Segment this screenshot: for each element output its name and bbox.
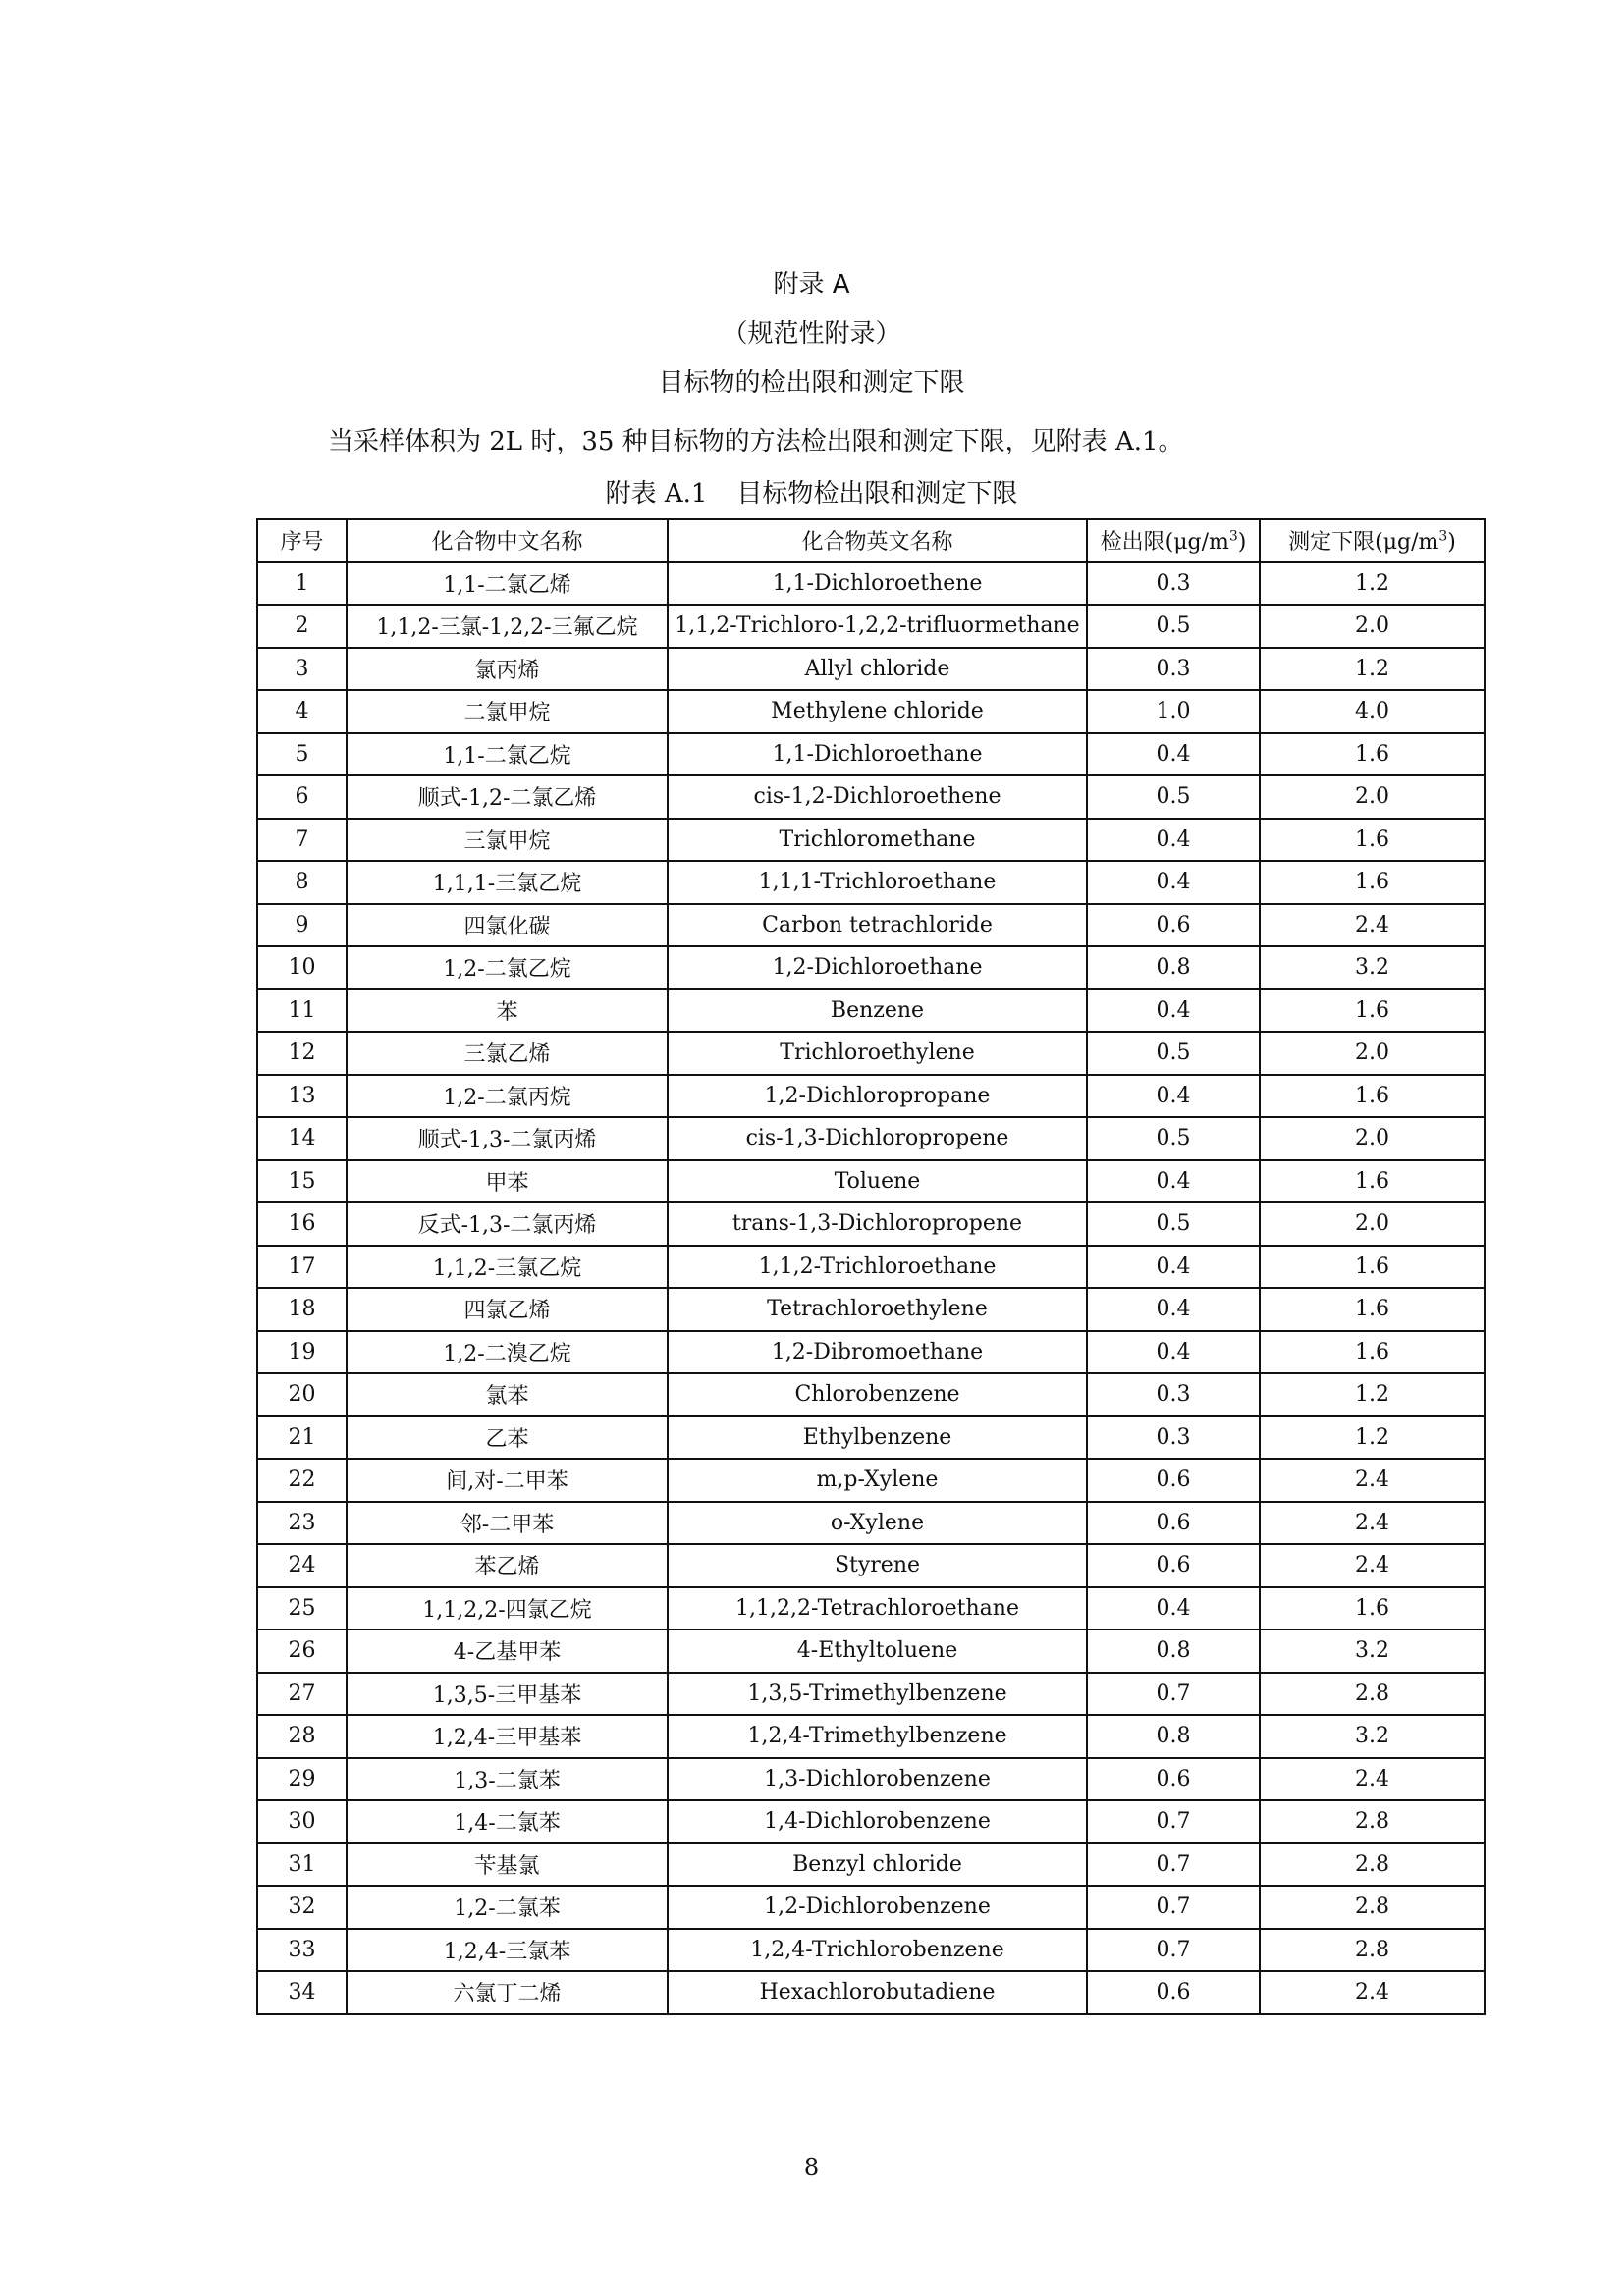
cell-quantitation-limit: 3.2 bbox=[1260, 946, 1485, 989]
cell-quantitation-limit: 1.2 bbox=[1260, 1373, 1485, 1416]
table-row bbox=[257, 1758, 1485, 1801]
cell-cn-name: 1,2-二氯乙烷 bbox=[347, 946, 668, 989]
header-detection-limit bbox=[1087, 519, 1260, 562]
table-row bbox=[257, 690, 1485, 733]
cell-index: 33 bbox=[257, 1929, 347, 1972]
cell-cn-name: 1,3-二氯苯 bbox=[347, 1758, 668, 1801]
cell-en-name: 1,1,1-Trichloroethane bbox=[668, 861, 1087, 904]
cell-index: 24 bbox=[257, 1544, 347, 1587]
cell-en-name: o-Xylene bbox=[668, 1502, 1087, 1545]
table-row bbox=[257, 1416, 1485, 1460]
table-caption bbox=[0, 476, 1623, 511]
cell-cn-name: 顺式-1,2-二氯乙烯 bbox=[347, 775, 668, 819]
table-row bbox=[257, 1800, 1485, 1843]
header-quantitation-limit-close: ) bbox=[1447, 530, 1456, 556]
header-index: 序号 bbox=[257, 519, 347, 562]
cell-cn-name: 1,2-二氯丙烷 bbox=[347, 1075, 668, 1118]
cell-quantitation-limit: 2.8 bbox=[1260, 1843, 1485, 1887]
cell-en-name: Hexachlorobutadiene bbox=[668, 1971, 1087, 2014]
table-row bbox=[257, 1117, 1485, 1160]
header-quantitation-limit bbox=[1260, 519, 1485, 562]
cell-index: 10 bbox=[257, 946, 347, 989]
cell-en-name: 1,2-Dichloropropane bbox=[668, 1075, 1087, 1118]
cell-detection-limit: 0.4 bbox=[1087, 1288, 1260, 1331]
cell-index: 2 bbox=[257, 605, 347, 648]
table-row bbox=[257, 1971, 1485, 2014]
cell-quantitation-limit: 1.2 bbox=[1260, 1416, 1485, 1460]
cell-index: 12 bbox=[257, 1032, 347, 1075]
table-row bbox=[257, 605, 1485, 648]
cell-en-name: 1,3,5-Trimethylbenzene bbox=[668, 1673, 1087, 1716]
cell-cn-name: 4-乙基甲苯 bbox=[347, 1629, 668, 1673]
cell-detection-limit: 0.4 bbox=[1087, 733, 1260, 776]
cell-detection-limit: 0.6 bbox=[1087, 1758, 1260, 1801]
cell-detection-limit: 0.8 bbox=[1087, 946, 1260, 989]
cell-detection-limit: 0.5 bbox=[1087, 775, 1260, 819]
header-detection-limit-close: ) bbox=[1237, 530, 1247, 556]
cell-detection-limit: 0.4 bbox=[1087, 1331, 1260, 1374]
cell-cn-name: 1,1-二氯乙烯 bbox=[347, 562, 668, 606]
cell-index: 32 bbox=[257, 1886, 347, 1929]
cell-detection-limit: 0.6 bbox=[1087, 1459, 1260, 1502]
cell-en-name: 1,1-Dichloroethene bbox=[668, 562, 1087, 606]
cell-detection-limit: 0.4 bbox=[1087, 1075, 1260, 1118]
table-row bbox=[257, 1459, 1485, 1502]
table-row bbox=[257, 1629, 1485, 1673]
cell-en-name: cis-1,2-Dichloroethene bbox=[668, 775, 1087, 819]
cell-detection-limit: 0.3 bbox=[1087, 1373, 1260, 1416]
table-row bbox=[257, 1715, 1485, 1758]
cell-quantitation-limit: 2.0 bbox=[1260, 605, 1485, 648]
cell-detection-limit: 0.5 bbox=[1087, 605, 1260, 648]
cell-quantitation-limit: 4.0 bbox=[1260, 690, 1485, 733]
table-row bbox=[257, 1673, 1485, 1716]
cell-en-name: 1,1-Dichloroethane bbox=[668, 733, 1087, 776]
table-row bbox=[257, 1160, 1485, 1203]
cell-quantitation-limit: 2.8 bbox=[1260, 1886, 1485, 1929]
cell-index: 25 bbox=[257, 1587, 347, 1630]
cell-detection-limit: 0.5 bbox=[1087, 1117, 1260, 1160]
cell-quantitation-limit: 1.6 bbox=[1260, 733, 1485, 776]
cell-quantitation-limit: 3.2 bbox=[1260, 1715, 1485, 1758]
cell-index: 13 bbox=[257, 1075, 347, 1118]
cell-index: 4 bbox=[257, 690, 347, 733]
cell-quantitation-limit: 2.4 bbox=[1260, 1971, 1485, 2014]
cell-en-name: Trichloromethane bbox=[668, 819, 1087, 862]
cell-cn-name: 1,1,2,2-四氯乙烷 bbox=[347, 1587, 668, 1630]
cell-detection-limit: 0.8 bbox=[1087, 1715, 1260, 1758]
cell-quantitation-limit: 1.6 bbox=[1260, 1160, 1485, 1203]
table-row bbox=[257, 648, 1485, 691]
cell-cn-name: 1,4-二氯苯 bbox=[347, 1800, 668, 1843]
page-number: 8 bbox=[803, 2154, 820, 2181]
cell-index: 26 bbox=[257, 1629, 347, 1673]
cell-cn-name: 1,2,4-三甲基苯 bbox=[347, 1715, 668, 1758]
cell-en-name: 1,1,2-Trichloro-1,2,2-trifluormethane bbox=[668, 605, 1087, 648]
cell-quantitation-limit: 2.4 bbox=[1260, 904, 1485, 947]
cell-en-name: Toluene bbox=[668, 1160, 1087, 1203]
cell-en-name: 1,1,2-Trichloroethane bbox=[668, 1246, 1087, 1289]
cell-cn-name: 四氯乙烯 bbox=[347, 1288, 668, 1331]
header-quantitation-limit-text: 测定下限(μg/m bbox=[1288, 530, 1439, 556]
cell-cn-name: 六氯丁二烯 bbox=[347, 1971, 668, 2014]
cell-en-name: 1,1,2,2-Tetrachloroethane bbox=[668, 1587, 1087, 1630]
table-row bbox=[257, 1544, 1485, 1587]
cell-index: 15 bbox=[257, 1160, 347, 1203]
cell-index: 34 bbox=[257, 1971, 347, 2014]
cell-index: 3 bbox=[257, 648, 347, 691]
cell-detection-limit: 0.3 bbox=[1087, 1416, 1260, 1460]
cell-index: 23 bbox=[257, 1502, 347, 1545]
cell-index: 16 bbox=[257, 1202, 347, 1246]
table-row bbox=[257, 904, 1485, 947]
cell-detection-limit: 0.3 bbox=[1087, 648, 1260, 691]
cell-index: 5 bbox=[257, 733, 347, 776]
cell-index: 19 bbox=[257, 1331, 347, 1374]
cell-quantitation-limit: 2.4 bbox=[1260, 1544, 1485, 1587]
cell-en-name: Tetrachloroethylene bbox=[668, 1288, 1087, 1331]
cell-quantitation-limit: 2.0 bbox=[1260, 1032, 1485, 1075]
cell-detection-limit: 0.6 bbox=[1087, 1544, 1260, 1587]
cell-quantitation-limit: 2.4 bbox=[1260, 1502, 1485, 1545]
cell-quantitation-limit: 2.0 bbox=[1260, 1117, 1485, 1160]
cell-index: 22 bbox=[257, 1459, 347, 1502]
table-row bbox=[257, 946, 1485, 989]
table-row bbox=[257, 1502, 1485, 1545]
cell-cn-name: 二氯甲烷 bbox=[347, 690, 668, 733]
cell-detection-limit: 0.7 bbox=[1087, 1673, 1260, 1716]
cell-detection-limit: 1.0 bbox=[1087, 690, 1260, 733]
cell-cn-name: 三氯甲烷 bbox=[347, 819, 668, 862]
cell-en-name: 1,2-Dibromoethane bbox=[668, 1331, 1087, 1374]
cell-quantitation-limit: 1.6 bbox=[1260, 1587, 1485, 1630]
cell-en-name: Benzyl chloride bbox=[668, 1843, 1087, 1887]
cell-cn-name: 1,1,1-三氯乙烷 bbox=[347, 861, 668, 904]
header-detection-limit-text: 检出限(μg/m bbox=[1100, 530, 1229, 556]
cell-index: 9 bbox=[257, 904, 347, 947]
cell-quantitation-limit: 2.0 bbox=[1260, 775, 1485, 819]
cell-detection-limit: 0.5 bbox=[1087, 1032, 1260, 1075]
cell-detection-limit: 0.4 bbox=[1087, 819, 1260, 862]
cell-index: 14 bbox=[257, 1117, 347, 1160]
cell-detection-limit: 0.4 bbox=[1087, 989, 1260, 1033]
table-row bbox=[257, 562, 1485, 606]
cell-quantitation-limit: 1.2 bbox=[1260, 648, 1485, 691]
cell-cn-name: 苯乙烯 bbox=[347, 1544, 668, 1587]
detection-limits-table bbox=[256, 518, 1486, 2015]
cell-index: 29 bbox=[257, 1758, 347, 1801]
header-en-name: 化合物英文名称 bbox=[668, 519, 1087, 562]
cell-cn-name: 四氯化碳 bbox=[347, 904, 668, 947]
cell-cn-name: 氯苯 bbox=[347, 1373, 668, 1416]
cell-quantitation-limit: 1.6 bbox=[1260, 819, 1485, 862]
cell-cn-name: 乙苯 bbox=[347, 1416, 668, 1460]
table-row bbox=[257, 1929, 1485, 1972]
cell-quantitation-limit: 2.4 bbox=[1260, 1758, 1485, 1801]
cell-en-name: 1,2,4-Trichlorobenzene bbox=[668, 1929, 1087, 1972]
cell-quantitation-limit: 1.6 bbox=[1260, 1331, 1485, 1374]
cell-index: 17 bbox=[257, 1246, 347, 1289]
cell-en-name: 1,4-Dichlorobenzene bbox=[668, 1800, 1087, 1843]
cell-en-name: Methylene chloride bbox=[668, 690, 1087, 733]
table-row bbox=[257, 1843, 1485, 1887]
table-row bbox=[257, 861, 1485, 904]
cell-en-name: m,p-Xylene bbox=[668, 1459, 1087, 1502]
cell-en-name: Carbon tetrachloride bbox=[668, 904, 1087, 947]
cell-detection-limit: 0.5 bbox=[1087, 1202, 1260, 1246]
header-quantitation-limit-exponent: 3 bbox=[1438, 528, 1448, 545]
cell-index: 31 bbox=[257, 1843, 347, 1887]
cell-en-name: 1,2-Dichlorobenzene bbox=[668, 1886, 1087, 1929]
cell-index: 21 bbox=[257, 1416, 347, 1460]
header-cn-name: 化合物中文名称 bbox=[347, 519, 668, 562]
table-header-row bbox=[257, 519, 1485, 562]
table-row bbox=[257, 989, 1485, 1033]
cell-cn-name: 苄基氯 bbox=[347, 1843, 668, 1887]
cell-cn-name: 三氯乙烯 bbox=[347, 1032, 668, 1075]
cell-quantitation-limit: 3.2 bbox=[1260, 1629, 1485, 1673]
cell-en-name: Allyl chloride bbox=[668, 648, 1087, 691]
table-row bbox=[257, 775, 1485, 819]
cell-cn-name: 反式-1,3-二氯丙烯 bbox=[347, 1202, 668, 1246]
cell-cn-name: 间,对-二甲苯 bbox=[347, 1459, 668, 1502]
cell-detection-limit: 0.6 bbox=[1087, 1971, 1260, 2014]
appendix-label: 附录 A bbox=[773, 270, 850, 299]
cell-detection-limit: 0.4 bbox=[1087, 1160, 1260, 1203]
cell-en-name: 4-Ethyltoluene bbox=[668, 1629, 1087, 1673]
cell-cn-name: 顺式-1,3-二氯丙烯 bbox=[347, 1117, 668, 1160]
table-row bbox=[257, 819, 1485, 862]
table-row bbox=[257, 1246, 1485, 1289]
cell-detection-limit: 0.6 bbox=[1087, 904, 1260, 947]
cell-en-name: cis-1,3-Dichloropropene bbox=[668, 1117, 1087, 1160]
cell-cn-name: 1,2-二溴乙烷 bbox=[347, 1331, 668, 1374]
cell-index: 27 bbox=[257, 1673, 347, 1716]
cell-quantitation-limit: 2.8 bbox=[1260, 1673, 1485, 1716]
intro-paragraph: 当采样体积为 2L 时，35 种目标物的方法检出限和测定下限，见附表 A.1。 bbox=[328, 427, 1184, 456]
table-row bbox=[257, 1886, 1485, 1929]
cell-en-name: Ethylbenzene bbox=[668, 1416, 1087, 1460]
cell-detection-limit: 0.4 bbox=[1087, 861, 1260, 904]
cell-quantitation-limit: 2.8 bbox=[1260, 1800, 1485, 1843]
cell-index: 8 bbox=[257, 861, 347, 904]
cell-en-name: 1,2,4-Trimethylbenzene bbox=[668, 1715, 1087, 1758]
cell-cn-name: 1,2,4-三氯苯 bbox=[347, 1929, 668, 1972]
cell-detection-limit: 0.3 bbox=[1087, 562, 1260, 606]
table-caption-title: 目标物检出限和测定下限 bbox=[736, 479, 1018, 508]
cell-index: 20 bbox=[257, 1373, 347, 1416]
cell-index: 30 bbox=[257, 1800, 347, 1843]
table-row bbox=[257, 1587, 1485, 1630]
cell-en-name: trans-1,3-Dichloropropene bbox=[668, 1202, 1087, 1246]
cell-cn-name: 1,2-二氯苯 bbox=[347, 1886, 668, 1929]
cell-index: 11 bbox=[257, 989, 347, 1033]
header-detection-limit-exponent: 3 bbox=[1228, 528, 1238, 545]
cell-en-name: 1,2-Dichloroethane bbox=[668, 946, 1087, 989]
cell-cn-name: 1,3,5-三甲基苯 bbox=[347, 1673, 668, 1716]
table-row bbox=[257, 1331, 1485, 1374]
cell-detection-limit: 0.4 bbox=[1087, 1587, 1260, 1630]
table-row bbox=[257, 1075, 1485, 1118]
cell-detection-limit: 0.6 bbox=[1087, 1502, 1260, 1545]
cell-quantitation-limit: 1.6 bbox=[1260, 1246, 1485, 1289]
cell-quantitation-limit: 1.6 bbox=[1260, 1288, 1485, 1331]
cell-en-name: Styrene bbox=[668, 1544, 1087, 1587]
cell-detection-limit: 0.4 bbox=[1087, 1246, 1260, 1289]
cell-detection-limit: 0.7 bbox=[1087, 1800, 1260, 1843]
cell-quantitation-limit: 1.6 bbox=[1260, 989, 1485, 1033]
cell-cn-name: 苯 bbox=[347, 989, 668, 1033]
table-row bbox=[257, 1288, 1485, 1331]
cell-cn-name: 1,1,2-三氯-1,2,2-三氟乙烷 bbox=[347, 605, 668, 648]
cell-index: 28 bbox=[257, 1715, 347, 1758]
appendix-nature: （规范性附录） bbox=[722, 319, 901, 348]
table-body bbox=[257, 562, 1485, 2014]
section-title: 目标物的检出限和测定下限 bbox=[658, 368, 965, 398]
cell-quantitation-limit: 2.4 bbox=[1260, 1459, 1485, 1502]
cell-detection-limit: 0.7 bbox=[1087, 1886, 1260, 1929]
cell-cn-name: 氯丙烯 bbox=[347, 648, 668, 691]
cell-en-name: Trichloroethylene bbox=[668, 1032, 1087, 1075]
cell-index: 7 bbox=[257, 819, 347, 862]
table-caption-number: 附表 A.1 bbox=[605, 479, 708, 508]
table-row bbox=[257, 733, 1485, 776]
cell-cn-name: 甲苯 bbox=[347, 1160, 668, 1203]
cell-cn-name: 邻-二甲苯 bbox=[347, 1502, 668, 1545]
cell-en-name: Chlorobenzene bbox=[668, 1373, 1087, 1416]
cell-en-name: 1,3-Dichlorobenzene bbox=[668, 1758, 1087, 1801]
cell-quantitation-limit: 1.2 bbox=[1260, 562, 1485, 606]
cell-index: 18 bbox=[257, 1288, 347, 1331]
cell-detection-limit: 0.7 bbox=[1087, 1929, 1260, 1972]
table-row bbox=[257, 1202, 1485, 1246]
cell-index: 6 bbox=[257, 775, 347, 819]
cell-index: 1 bbox=[257, 562, 347, 606]
cell-quantitation-limit: 1.6 bbox=[1260, 1075, 1485, 1118]
cell-quantitation-limit: 2.0 bbox=[1260, 1202, 1485, 1246]
cell-cn-name: 1,1-二氯乙烷 bbox=[347, 733, 668, 776]
cell-quantitation-limit: 2.8 bbox=[1260, 1929, 1485, 1972]
cell-quantitation-limit: 1.6 bbox=[1260, 861, 1485, 904]
cell-en-name: Benzene bbox=[668, 989, 1087, 1033]
cell-detection-limit: 0.7 bbox=[1087, 1843, 1260, 1887]
cell-detection-limit: 0.8 bbox=[1087, 1629, 1260, 1673]
table-row bbox=[257, 1373, 1485, 1416]
cell-cn-name: 1,1,2-三氯乙烷 bbox=[347, 1246, 668, 1289]
table-row bbox=[257, 1032, 1485, 1075]
